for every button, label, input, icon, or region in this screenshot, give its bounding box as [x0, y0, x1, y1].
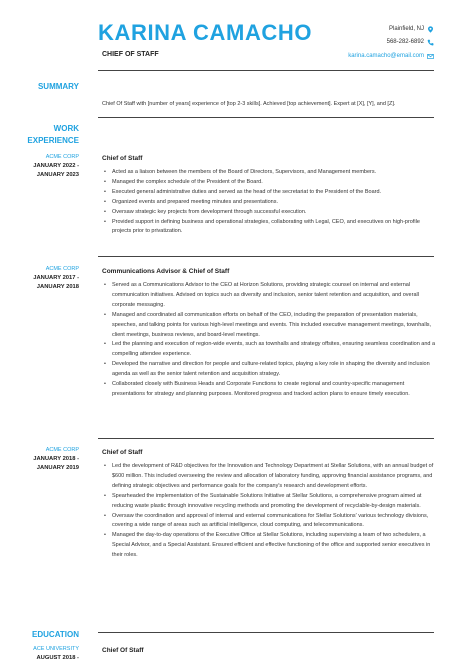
job-2-bullet: • Led the planning and execution of region-wide events, such as townhalls and strategy offsites, ensuring seamless coordination and a compelling attendee experience. [112, 340, 438, 360]
education-meta [33, 645, 79, 663]
education-start: AUGUST 2018 - [36, 655, 79, 661]
education-degree: Chief Of Staff [102, 647, 144, 654]
phone-icon [427, 39, 434, 46]
phone-text: 568-282-6892 [386, 39, 424, 45]
job-3-start: JANUARY 2018 - [33, 456, 79, 462]
job-2-bullet: • Managed and coordinated all communication efforts on behalf of the CEO, including the preparation of presentation materials, speeches, and talking points for various high-level meetings and events. This included executive management meetings, townhalls, client meetings, business reviews, and board-level meetings. [112, 311, 438, 341]
job-3-bullet: • Spearheaded the implementation of the Sustainable Solutions Initiative at Stellar Solutions, a comprehensive program aimed at reducing waste plastic through innovative recycling methods and promoting the development of recyclable-by-design materials. [112, 492, 438, 512]
job-2-title: Communications Advisor & Chief of Staff [102, 268, 230, 275]
job-1-bullet: • Managed the complex schedule of the President of the Board. [112, 178, 438, 188]
job-2-divider [98, 438, 434, 439]
job-3-end: JANUARY 2019 [36, 465, 79, 471]
job-2-end: JANUARY 2018 [36, 284, 79, 290]
job-1-bullet: • Oversaw strategic key projects from development through successful execution. [112, 208, 438, 218]
job-1-meta [33, 153, 79, 180]
job-2-company: ACME CORP [45, 266, 79, 272]
job-1-bullet: • Provided support in defining business and operational strategies, collaborating with Legal, CEO, and executives on high-profile projects prior to privatization. [112, 218, 438, 238]
location-text: Plainfield, NJ [388, 26, 424, 32]
job-1-title: Chief of Staff [102, 155, 143, 162]
email-link[interactable]: karina.camacho@email.com [348, 53, 424, 59]
job-3-bullet: • Led the development of R&D objectives for the Innovation and Technology Department at Stellar Solutions, with an annual budget of $600 million. This included overseeing the review and allocation of laboratory funding, approving financial assistance programs, and defining strategic objectives and performance goals for the company's research and development efforts. [112, 462, 438, 492]
job-1-start: JANUARY 2022 - [33, 163, 79, 169]
work-experience-label: WORK EXPERIENCE [27, 124, 79, 145]
job-1-bullet: • Acted as a liaison between the members of the Board of Directors, Supervisors, and Management members. [112, 168, 438, 178]
job-2-meta [33, 265, 79, 292]
education-heading: EDUCATION [32, 630, 79, 639]
job-1-bullets [112, 168, 438, 237]
job-3-bullet: • Managed the day-to-day operations of the Executive Office at Stellar Solutions, including supervising a team of two schedulers, a Special Advisor, and a Special Assistant. Ensured efficient and effective functioning of the office and supported senior executives in their roles. [112, 531, 438, 561]
job-2-bullets [112, 281, 438, 400]
education-school: ACE UNIVERSITY [33, 646, 79, 652]
job-3-company: ACME CORP [45, 447, 79, 453]
experience-divider [98, 632, 434, 633]
job-2-bullet: • Served as a Communications Advisor to the CEO at Horizon Solutions, providing strategic counsel on internal and external communication initiatives. Advised on topics such as diversity and inclusion, senior talent retention and acquisition, and overall corporate messaging. [112, 281, 438, 311]
header-divider [98, 70, 434, 71]
job-1-bullet: • Executed general administrative duties and served as the head of the secretariat to the President of the Board. [112, 188, 438, 198]
job-3-title: Chief of Staff [102, 449, 143, 456]
summary-divider [98, 117, 434, 118]
job-2-start: JANUARY 2017 - [33, 275, 79, 281]
map-pin-icon [427, 26, 434, 33]
job-2-bullet: • Collaborated closely with Business Heads and Corporate Functions to create regional and country-specific management presentations for strategy and planning purposes. Monitored progress and tracked action plans to ensure timely execution. [112, 380, 438, 400]
envelope-icon [427, 53, 434, 60]
job-3-bullet: • Oversaw the coordination and approval of internal and external communications for Stellar Solutions' various technology divisions, covering a wide range of areas such as artificial intelligence, cloud computing, and telecommunications. [112, 512, 438, 532]
work-experience-heading [9, 123, 79, 147]
job-1-divider [98, 256, 434, 257]
candidate-name: KARINA CAMACHO [98, 20, 313, 45]
job-3-bullets [112, 462, 438, 561]
job-3-meta [33, 446, 79, 473]
job-1-bullet: • Organized events and prepared meeting minutes and presentations. [112, 198, 438, 208]
summary-text: Chief Of Staff with [number of years] experience of [top 2-3 skills]. Achieved [top achievement]. Expert at [X], [Y], and [Z]. [102, 101, 396, 107]
job-1-end: JANUARY 2023 [36, 172, 79, 178]
candidate-role: CHIEF OF STAFF [102, 51, 159, 58]
job-2-bullet: • Developed the narrative and direction for people and culture-related topics, playing a key role in shaping the diversity and inclusion agenda as well as the senior talent retention and acquisition strategy. [112, 360, 438, 380]
summary-heading: SUMMARY [37, 82, 79, 91]
job-1-company: ACME CORP [45, 154, 79, 160]
resume-header [0, 0, 474, 70]
